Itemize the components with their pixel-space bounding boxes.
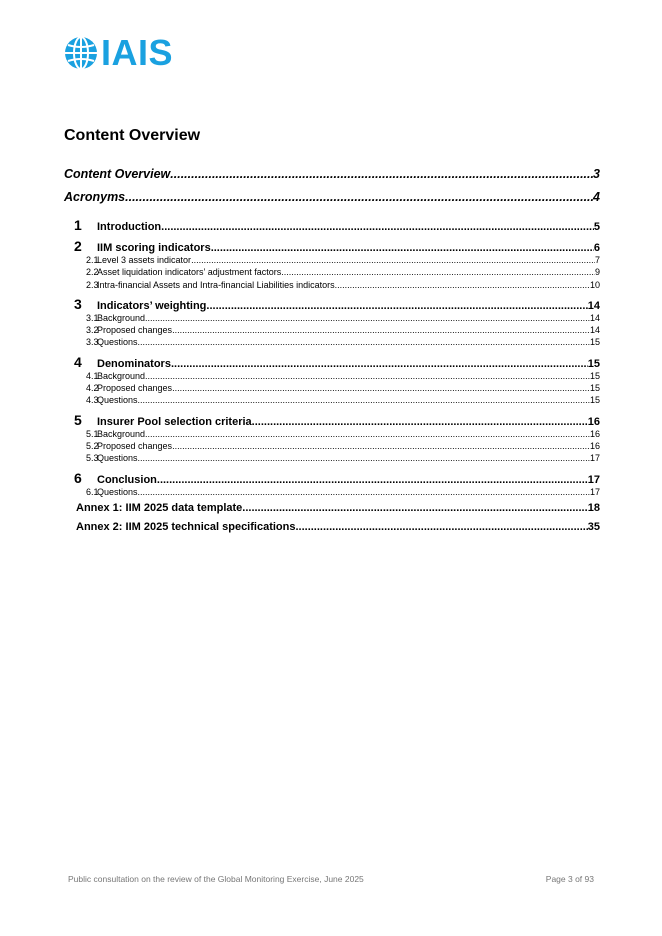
toc-entry-number: 6.1 — [86, 486, 99, 497]
toc-entry-label: Proposed changes — [97, 383, 173, 394]
toc-entry[interactable] — [64, 336, 600, 348]
toc-entry-page: 14 — [587, 299, 600, 312]
toc-entry[interactable] — [64, 486, 600, 498]
footer-document-title: Public consultation on the review of the Global Monitoring Exercise, June 2025 — [68, 874, 364, 884]
toc-entry-number: 3.3 — [86, 337, 99, 348]
toc-entry-number: 2.1 — [86, 255, 99, 265]
toc-entry-number: 5 — [74, 411, 82, 428]
toc-entry-label: IIM scoring indicators — [97, 242, 211, 254]
toc-entry-number: 4.3 — [86, 395, 99, 406]
table-of-contents — [64, 166, 600, 539]
toc-entry-page: 14 — [589, 312, 600, 323]
toc-entry-number: 2.3 — [86, 279, 99, 290]
toc-leader-dots — [145, 312, 590, 324]
toc-entry-label: Background — [97, 428, 146, 439]
toc-entry-label: Proposed changes — [97, 325, 173, 336]
toc-entry-label: Proposed changes — [97, 440, 173, 451]
toc-entry-number: 4 — [74, 353, 82, 370]
footer-page-number: Page 3 of 93 — [545, 874, 594, 884]
toc-entry[interactable] — [64, 218, 600, 233]
toc-entry[interactable] — [64, 297, 600, 312]
toc-entry-page: 5 — [593, 221, 600, 233]
toc-entry-page: 16 — [589, 440, 600, 451]
toc-leader-dots — [295, 520, 587, 535]
toc-entry-number: 4.2 — [86, 383, 99, 394]
toc-entry-label: Questions — [97, 395, 138, 406]
toc-entry[interactable] — [64, 239, 600, 254]
toc-entry-label: Annex 1: IIM 2025 data template — [76, 501, 243, 514]
toc-entry-label: Introduction — [97, 221, 162, 233]
toc-entry[interactable] — [64, 166, 600, 189]
toc-entry-number: 5.3 — [86, 453, 99, 464]
toc-entry[interactable] — [64, 428, 600, 440]
toc-entry[interactable] — [64, 452, 600, 464]
toc-entry-label: Conclusion — [97, 473, 157, 486]
logo-text: IAIS — [101, 32, 174, 73]
toc-entry-page: 15 — [589, 395, 600, 406]
toc-entry-number: 3 — [74, 295, 82, 312]
toc-entry-page: 15 — [589, 383, 600, 394]
toc-entry-label: Insurer Pool selection criteria — [97, 415, 252, 428]
toc-entry-label: Questions — [97, 486, 138, 497]
toc-leader-dots — [138, 394, 590, 406]
toc-entry-number: 3.1 — [86, 312, 99, 323]
toc-entry[interactable] — [64, 471, 600, 486]
toc-entry-page: 16 — [589, 428, 600, 439]
toc-entry-number: 6 — [74, 469, 82, 486]
toc-entry[interactable] — [64, 394, 600, 406]
toc-entry[interactable] — [64, 312, 600, 324]
toc-entry-label: Background — [97, 370, 146, 381]
toc-leader-dots — [125, 189, 593, 205]
toc-leader-dots — [138, 452, 590, 464]
toc-entry-label: Asset liquidation indicators’ adjustment factors — [97, 267, 282, 278]
toc-entry-number: 5.1 — [86, 428, 99, 439]
toc-entry-page: 3 — [593, 167, 600, 181]
toc-entry[interactable] — [64, 355, 600, 370]
toc-entry-number: 4.1 — [86, 370, 99, 381]
toc-leader-dots — [145, 370, 590, 382]
toc-entry-page: 17 — [589, 486, 600, 497]
toc-entry[interactable] — [64, 370, 600, 382]
toc-leader-dots — [281, 266, 595, 278]
toc-entry-page: 15 — [587, 357, 600, 370]
toc-entry-page: 14 — [589, 325, 600, 336]
toc-entry-label: Questions — [97, 453, 138, 464]
toc-entry-page: 10 — [589, 279, 600, 290]
toc-entry-label: Annex 2: IIM 2025 technical specifications — [76, 520, 296, 533]
toc-leader-dots — [138, 336, 590, 348]
toc-leader-dots — [242, 501, 587, 516]
toc-entry-page: 17 — [589, 453, 600, 464]
toc-entry-label: Denominators — [97, 357, 171, 370]
toc-entry-number: 2.2 — [86, 267, 99, 278]
toc-entry-number: 2 — [74, 238, 82, 254]
toc-leader-dots — [172, 324, 590, 336]
toc-entry-page: 15 — [589, 370, 600, 381]
toc-entry-page: 15 — [589, 337, 600, 348]
toc-entry[interactable] — [64, 413, 600, 428]
toc-entry-page: 18 — [587, 501, 600, 514]
toc-entry-page: 6 — [593, 242, 600, 254]
toc-leader-dots — [170, 166, 593, 182]
toc-entry[interactable] — [64, 440, 600, 452]
toc-entry-number: 3.2 — [86, 325, 99, 336]
globe-icon — [64, 36, 98, 70]
toc-entry[interactable] — [64, 279, 600, 291]
toc-entry-page: 35 — [587, 520, 600, 533]
toc-leader-dots — [191, 254, 595, 266]
toc-entry-page: 17 — [587, 473, 600, 486]
toc-entry[interactable] — [64, 501, 600, 520]
toc-entry-label: Content Overview — [64, 167, 171, 181]
toc-entry[interactable] — [64, 254, 600, 266]
toc-entry-page: 16 — [587, 415, 600, 428]
toc-leader-dots — [161, 220, 594, 235]
toc-entry[interactable] — [64, 189, 600, 212]
toc-entry-label: Acronyms — [64, 190, 126, 204]
toc-entry-page: 9 — [594, 267, 600, 278]
toc-entry-label: Level 3 assets indicator — [97, 255, 192, 265]
iais-logo — [64, 32, 174, 73]
toc-entry-number: 1 — [74, 217, 82, 233]
toc-entry-label: Intra-financial Assets and Intra-financial Liabilities indicators — [97, 279, 335, 290]
toc-entry[interactable] — [64, 266, 600, 278]
toc-entry-label: Background — [97, 312, 146, 323]
toc-leader-dots — [335, 279, 590, 291]
toc-entry-number: 5.2 — [86, 440, 99, 451]
toc-entry-page: 7 — [594, 255, 600, 265]
toc-leader-dots — [145, 428, 590, 440]
toc-leader-dots — [172, 440, 590, 452]
toc-entry-label: Questions — [97, 337, 138, 348]
toc-entry-page: 4 — [593, 190, 600, 204]
page-title: Content Overview — [64, 127, 201, 144]
toc-leader-dots — [172, 382, 590, 394]
toc-entry[interactable] — [64, 520, 600, 539]
toc-entry[interactable] — [64, 382, 600, 394]
toc-entry[interactable] — [64, 324, 600, 336]
toc-leader-dots — [138, 486, 590, 498]
toc-entry-label: Indicators’ weighting — [97, 299, 207, 312]
